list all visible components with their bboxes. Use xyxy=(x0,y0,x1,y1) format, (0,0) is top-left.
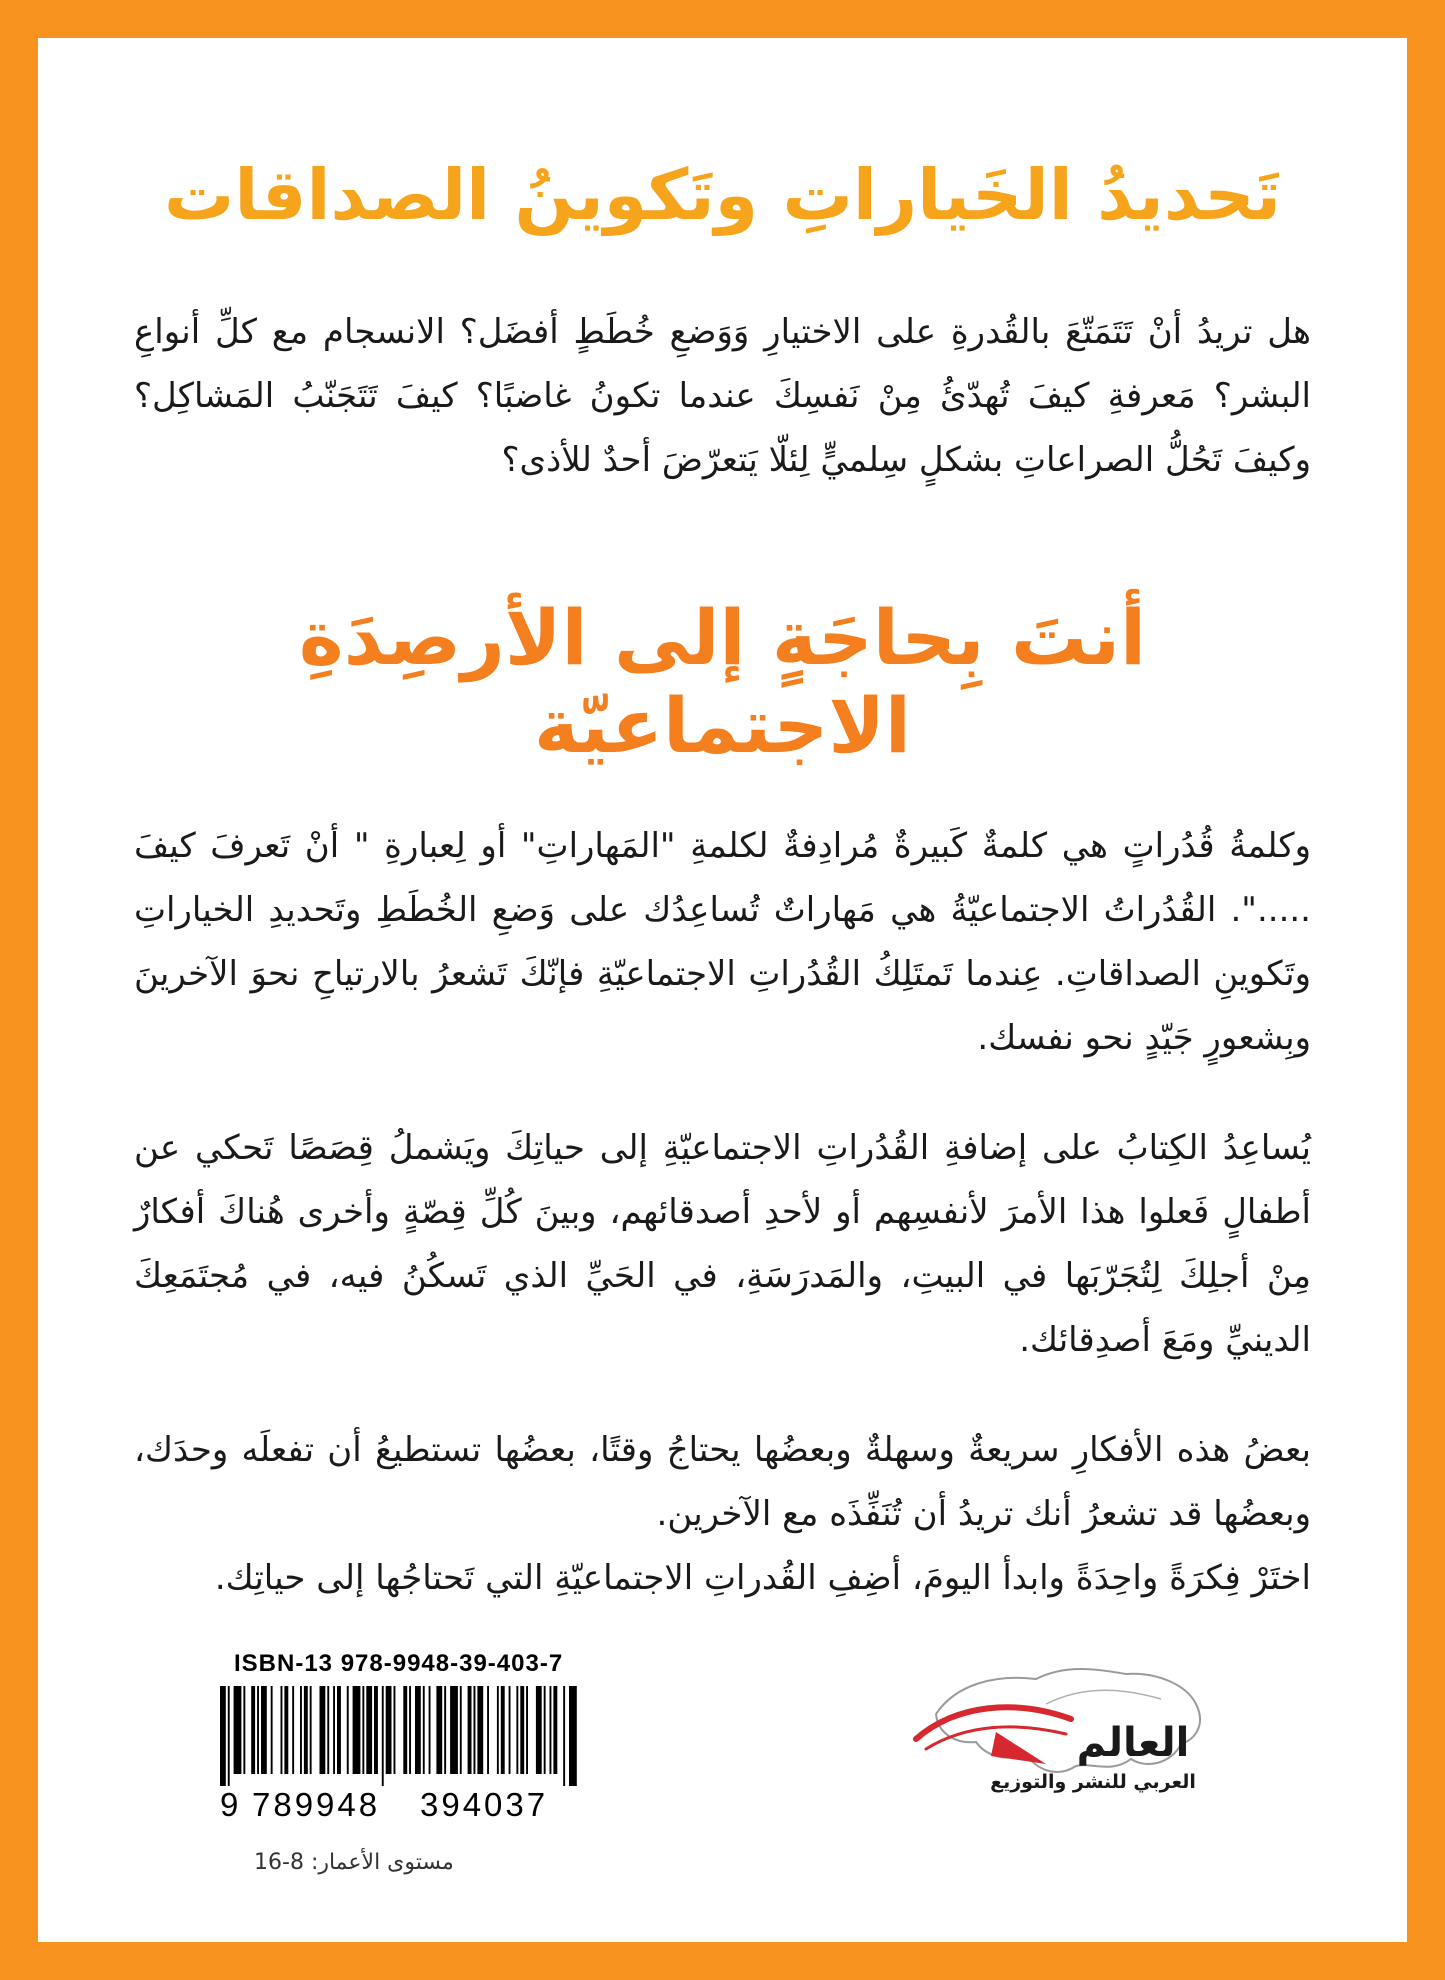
barcode-bar xyxy=(366,1686,372,1774)
paragraph-definition: وكلمةُ قُدُراتٍ هي كلمةٌ كَبيرةٌ مُرادِفةٌ لكلمةِ "المَهاراتِ" أو لِعبارةِ " أنْ تَعرفَ كيفَ .....". القُدُراتُ الاجتماعيّةُ هي مَهاراتٌ تُساعِدُك على وَضعِ الخُطَطِ وتَحديدِ الخياراتِ وتَكوينِ الصداقاتِ. عِندما تَمتَلِكُ القُدُراتِ الاجتماعيّةِ فإنّكَ تَشعرُ بالارتياحِ نحوَ الآخرينَ وبِشعورٍ جَيّدٍ نحو نفسك. xyxy=(134,826,1311,1058)
barcode-bar xyxy=(569,1686,577,1786)
barcode-bar xyxy=(320,1686,326,1774)
barcode-bar xyxy=(516,1686,518,1774)
barcode-bar xyxy=(509,1686,511,1774)
paragraph-call-to-action: اختَرْ فِكرَةً واحِدَةً وابدأ اليومَ، أضِفِ القُدراتِ الاجتماعيّةِ التي تَحتاجُها إلى حياتِك. xyxy=(214,1558,1311,1598)
barcode-bar xyxy=(382,1686,384,1786)
barcode-bar xyxy=(487,1686,489,1774)
barcode-bar xyxy=(337,1686,341,1774)
barcode-bar xyxy=(281,1686,283,1774)
age-level: مستوى الأعمار: 8-16 xyxy=(254,1850,454,1875)
section-heading: أنتَ بِحاجَةٍ إلى الأرصِدَةِ الاجتماعيّة xyxy=(298,593,1147,770)
barcode-bar xyxy=(468,1686,472,1774)
barcode-bar xyxy=(353,1686,361,1774)
barcode-bar xyxy=(444,1686,446,1774)
barcode-bar xyxy=(415,1686,421,1774)
barcode-bar xyxy=(520,1686,524,1774)
barcode-bar xyxy=(409,1686,411,1774)
back-cover xyxy=(38,38,1407,1942)
barcode-bar xyxy=(436,1686,442,1774)
barcode-bar xyxy=(347,1686,349,1774)
barcode-bar xyxy=(271,1686,273,1774)
barcode-bar xyxy=(477,1686,483,1774)
barcode-bar xyxy=(304,1686,308,1774)
barcode-bar xyxy=(501,1686,505,1774)
barcode-digits xyxy=(200,1786,600,1823)
barcode-bar xyxy=(550,1686,552,1774)
barcode-bar xyxy=(386,1686,392,1774)
publisher-name: العالم xyxy=(1076,1720,1190,1766)
barcode-block xyxy=(200,1650,600,1823)
isbn-text: ISBN-13 978-9948-39-403-7 xyxy=(234,1650,564,1677)
barcode-bar xyxy=(261,1686,267,1774)
paragraph-ideas: بعضُ هذه الأفكارِ سريعةٌ وسهلةٌ وبعضُها يحتاجُ وقتًا، بعضُها تستطيعُ أن تفعلَه وحدَك، وبعضُها قد تشعرُ أنك تريدُ أن تُنَفِّذَه مع الآخرين. xyxy=(134,1430,1311,1534)
barcode-bar xyxy=(450,1686,458,1774)
barcode-bar xyxy=(526,1686,528,1774)
barcode-bar xyxy=(460,1686,462,1774)
publisher-subtitle: العربي للنشر والتوزيع xyxy=(990,1771,1196,1793)
barcode-bar xyxy=(292,1686,294,1774)
barcode-bar xyxy=(553,1686,557,1774)
barcode-bar xyxy=(327,1686,329,1774)
barcode-digits-right: 394037 xyxy=(420,1786,549,1823)
barcode-bar xyxy=(403,1686,407,1774)
barcode-bar xyxy=(536,1686,542,1774)
barcode-bar xyxy=(544,1686,546,1774)
barcode-bar xyxy=(300,1686,302,1774)
barcode-bar xyxy=(220,1686,226,1786)
barcode-bar xyxy=(474,1686,476,1774)
barcode-bar xyxy=(394,1686,396,1774)
cover-title: تَحديدُ الخَياراتِ وتَكوينُ الصداقات xyxy=(163,154,1282,236)
barcode-icon xyxy=(200,1686,580,1786)
barcode-bar xyxy=(251,1686,255,1774)
barcode-bar xyxy=(257,1686,259,1774)
barcode-bar xyxy=(563,1686,565,1786)
barcode-bar xyxy=(284,1686,288,1774)
barcode-bar xyxy=(228,1686,230,1786)
paragraph-book-description: يُساعِدُ الكِتابُ على إضافةِ القُدُراتِ الاجتماعيّةِ إلى حياتِكَ ويَشملُ قِصَصًا تَحكي عن أطفالٍ فَعلوا هذا الأمرَ لأنفسِهم أو لأحدِ أصدقائهم، وبينَ كُلِّ قِصّةٍ وأخرى هُناكَ أفكارٌ مِنْ أجلِكَ لِتُجَرّبَها في البيتِ، والمَدرَسَةِ، في الحَيِّ الذي تَسكُنُ فيه، في مُجتَمَعِكَ الدينيِّ ومَعَ أصدِقائك. xyxy=(134,1128,1311,1360)
intro-paragraph: هل تريدُ أنْ تَتَمَتّعَ بالقُدرةِ على الاختيارِ وَوَضعِ خُطَطٍ أفضَل؟ الانسجام مع كلِّ أنواعِ البشر؟ مَعرفةِ كيفَ تُهدّئُ مِنْ نَفسِكَ عندما تكونُ غاضبًا؟ كيفَ تَتَجَنّبُ المَشاكِل؟ وكيفَ تَحُلُّ الصراعاتِ بشكلٍ سِلميٍّ لِئلّا يَتعرّضَ أحدٌ للأذى؟ xyxy=(134,312,1311,480)
barcode-bar xyxy=(423,1686,425,1774)
barcode-bar xyxy=(234,1686,242,1774)
barcode-bar xyxy=(374,1686,378,1774)
barcode-bar xyxy=(362,1686,364,1774)
barcode-digit-first: 9 xyxy=(220,1786,239,1823)
barcode-bar xyxy=(310,1686,312,1774)
barcode-bar xyxy=(333,1686,335,1774)
barcode-bar xyxy=(429,1686,431,1774)
barcode-bar xyxy=(243,1686,245,1774)
barcode-digits-left: 789948 xyxy=(252,1786,381,1823)
barcode-bar xyxy=(497,1686,499,1774)
